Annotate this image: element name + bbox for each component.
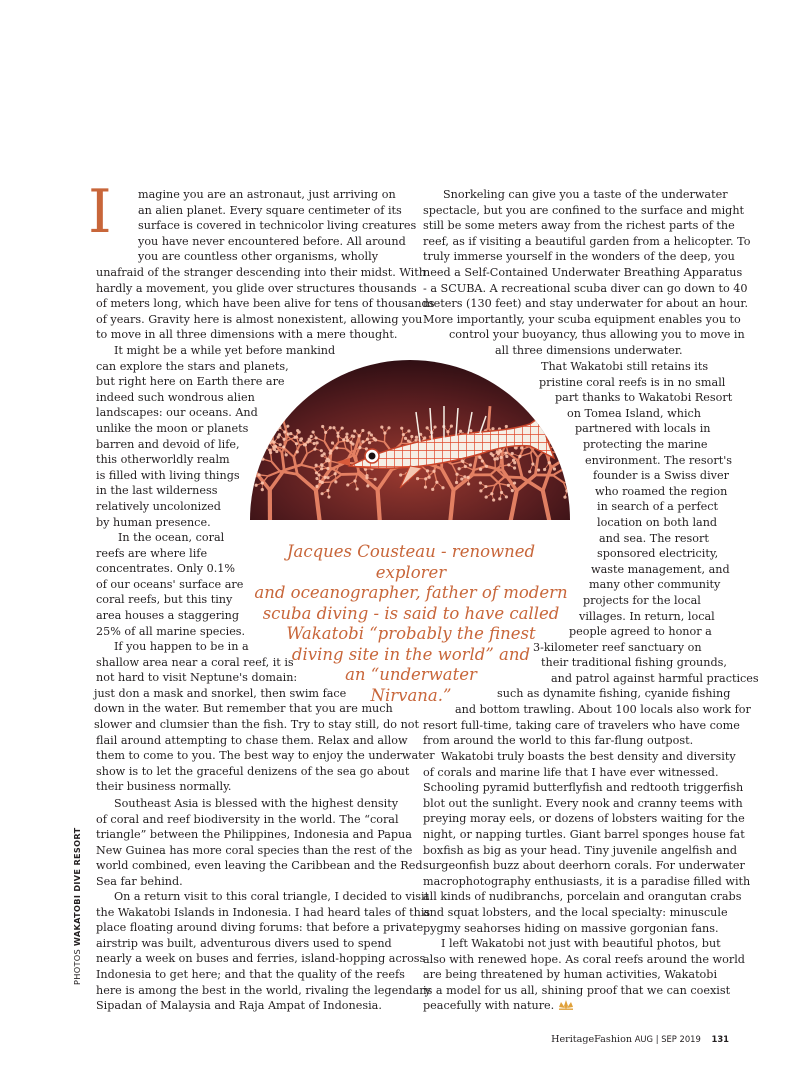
text-line: partnered with locals in: [575, 422, 711, 436]
text-line: to move in all three dimensions with a mere thought.: [96, 328, 398, 342]
text-line: you have never encountered before. All around: [138, 234, 406, 248]
text-line: is filled with living things: [96, 468, 240, 482]
text-line: from around the world to this far-flung outpost.: [423, 734, 694, 748]
text-line: but right here on Earth there are: [96, 375, 285, 389]
text-line: on Tomea Island, which: [567, 406, 701, 420]
text-line: can explore the stars and planets,: [96, 359, 289, 373]
text-line: this otherworldly realm: [96, 453, 230, 467]
text-line: all three dimensions underwater.: [495, 343, 683, 357]
text-line: are being threatened by human activities, Wakatobi: [423, 968, 718, 982]
text-line: New Guinea has more coral species than the rest of the: [96, 843, 413, 857]
paragraph-conclusion: [423, 936, 745, 1014]
paragraph-biodiversity: [423, 749, 750, 936]
text-line: area houses a staggering: [96, 608, 240, 622]
text-line: people agreed to honor a: [569, 625, 712, 639]
text-line: landscapes: our oceans. And: [96, 406, 258, 420]
text-line: environment. The resort's: [585, 453, 733, 467]
text-line: magine you are an astronaut, just arriving on: [138, 188, 396, 201]
text-line: On a return visit to this coral triangle, I decided to visit: [114, 890, 430, 903]
text-line: meters (130 feet) and stay underwater for about an hour.: [423, 297, 749, 311]
text-line: is a model for us all, shining proof that we can coexist: [423, 983, 731, 997]
text-line: villages. In return, local: [579, 609, 715, 623]
text-line: triangle” between the Philippines, Indonesia and Papua: [96, 828, 412, 842]
text-line: night, or napping turtles. Giant barrel sponges house fat: [423, 827, 745, 841]
text-line: part thanks to Wakatobi Resort: [555, 391, 733, 405]
text-line: in search of a perfect: [597, 500, 719, 514]
text-line: show is to let the graceful denizens of the sea go about: [96, 764, 410, 778]
pull-quote-line: diving site in the world” and: [291, 644, 531, 664]
text-line: their business normally.: [96, 780, 232, 794]
text-line: barren and devoid of life,: [96, 437, 240, 451]
text-line: you are countless other organisms, wholly: [138, 250, 379, 264]
text-line: also with renewed hope. As coral reefs around the world: [423, 952, 745, 966]
text-line: an alien planet. Every square centimeter of its: [138, 203, 402, 217]
text-line: spectacle, but you are confined to the surface and might: [423, 203, 745, 217]
photo-credit-label: PHOTOS: [72, 949, 82, 985]
text-line: reef, as if visiting a beautiful garden from a helicopter. To: [423, 234, 751, 248]
text-line: in the last wilderness: [96, 484, 218, 498]
text-line: their traditional fishing grounds,: [541, 656, 727, 670]
text-line: That Wakatobi still retains its: [541, 360, 709, 373]
pull-quote-line: and oceanographer, father of modern: [254, 583, 568, 602]
text-line: - a SCUBA. A recreational scuba diver can go down to 40: [423, 281, 748, 295]
pull-quote-line: an “underwater: [345, 665, 477, 684]
paragraph-southeast-asia: [96, 796, 423, 890]
text-line: boxfish as big as your head. Tiny juvenile angelfish and: [423, 843, 738, 857]
text-line: projects for the local: [583, 593, 701, 607]
drop-cap: I: [88, 177, 112, 247]
text-line: unlike the moon or planets: [96, 421, 249, 435]
text-line: founder is a Swiss diver: [593, 469, 729, 483]
text-line: and bottom trawling. About 100 locals also work for: [455, 703, 751, 717]
text-line: such as dynamite fishing, cyanide fishing: [497, 687, 731, 701]
text-line: preying moray eels, or dozens of lobsters waiting for the: [423, 812, 745, 826]
text-line: of meters long, which have been alive for tens of thousands: [96, 297, 435, 311]
photo-credit-source: WAKATOBI DIVE RESORT: [72, 827, 82, 947]
paragraph-snorkeling-scuba: [423, 187, 751, 359]
text-line: surgeonfish buzz about deerhorn corals. For underwater: [423, 859, 745, 873]
text-line: Snorkeling can give you a taste of the underwater: [443, 188, 728, 201]
text-line: slower and clumsier than the fish. Try to stay still, do not: [94, 717, 420, 731]
text-line: 3-kilometer reef sanctuary on: [533, 640, 702, 654]
text-line: flail around attempting to chase them. Relax and allow: [96, 733, 408, 747]
text-line: and patrol against harmful practices: [551, 671, 759, 685]
text-line: hardly a movement, you glide over structures thousands: [96, 281, 417, 295]
text-line: I left Wakatobi not just with beautiful photos, but: [441, 937, 721, 950]
pull-quote-line: Jacques Cousteau - renowned explorer: [286, 542, 536, 582]
text-line: protecting the marine: [583, 437, 708, 451]
longnose-hawkfish-photo: [250, 356, 570, 520]
text-line: and sea. The resort: [599, 531, 709, 545]
text-line: not hard to visit Neptune's domain:: [96, 671, 298, 685]
text-line: nearly a week on buses and ferries, island-hopping across: [96, 952, 426, 966]
text-line: Sipadan of Malaysia and Raja Ampat of Indonesia.: [96, 999, 382, 1013]
text-line: airstrip was built, adventurous divers used to spend: [96, 936, 392, 950]
text-line: It might be a while yet before mankind: [114, 344, 336, 357]
text-line: More importantly, your scuba equipment enables you to: [423, 312, 741, 326]
pull-quote-line: Wakatobi “probably the finest: [286, 624, 536, 643]
text-line: Wakatobi truly boasts the best density and diversity: [441, 750, 736, 763]
text-line: them to come to you. The best way to enjoy the underwater: [96, 749, 435, 763]
text-line: the Wakatobi Islands in Indonesia. I had heard tales of this: [96, 905, 431, 919]
text-line: by human presence.: [96, 515, 211, 529]
text-line: Southeast Asia is blessed with the highest density: [114, 797, 399, 810]
text-line: waste management, and: [591, 562, 730, 576]
text-line: down in the water. But remember that you are much: [94, 702, 393, 716]
text-line: surface is covered in technicolor living creatures: [138, 219, 417, 233]
pull-quote-line: scuba diving - is said to have called: [262, 603, 560, 623]
pull-quote: [250, 542, 572, 706]
text-line: Schooling pyramid butterflyfish and redtooth triggerfish: [423, 781, 744, 795]
text-line: concentrates. Only 0.1%: [96, 562, 236, 576]
text-line: relatively uncolonized: [96, 499, 221, 513]
page-footer: [551, 1034, 729, 1045]
text-line: coral reefs, but this tiny: [96, 593, 233, 607]
text-line: many other community: [589, 578, 721, 592]
issue-date: AUG | SEP 2019: [634, 1034, 701, 1044]
text-line: just don a mask and snorkel, then swim face: [94, 686, 347, 700]
text-line: control your buoyancy, thus allowing you to move in: [449, 328, 745, 342]
text-line: place floating around diving forums: that before a private: [96, 921, 424, 935]
text-line: here is among the best in the world, rivaling the legendary: [96, 983, 431, 997]
text-line: of years. Gravity here is almost nonexistent, allowing you: [96, 312, 423, 326]
text-line: blot out the sunlight. Every nook and cranny teems with: [423, 796, 743, 810]
text-line: If you happen to be in a: [114, 640, 249, 653]
text-line: peacefully with nature.: [423, 998, 745, 1014]
text-line: shallow area near a coral reef, it is: [96, 655, 294, 669]
text-line: sponsored electricity,: [597, 547, 719, 561]
text-line: of our oceans' surface are: [96, 577, 244, 591]
text-line: all kinds of nudibranchs, porcelain and orangutan crabs: [423, 890, 742, 904]
text-line: who roamed the region: [595, 484, 728, 498]
page-number: 131: [711, 1034, 729, 1044]
text-line: Indonesia to get here; and that the quality of the reefs: [96, 967, 405, 981]
paragraph-intro: [96, 187, 434, 343]
paragraph-coral-reefs: [96, 530, 245, 639]
pull-quote-line: Nirvana.”: [370, 685, 452, 705]
text-line: 25% of all marine species.: [96, 624, 246, 638]
text-line: pygmy seahorses hiding on massive gorgonian fans.: [423, 921, 719, 935]
text-line: still be some meters away from the richest parts of the: [423, 219, 735, 233]
text-line: location on both land: [597, 515, 718, 529]
lotus-icon: [558, 1000, 574, 1010]
text-line: world combined, even leaving the Caribbean and the Red: [96, 859, 423, 873]
text-line: truly immerse yourself in the wonders of the deep, you: [423, 250, 735, 264]
text-line: and squat lobsters, and the local specialty: minuscule: [423, 905, 728, 919]
text-line: resort full-time, taking care of travelers who have come: [423, 718, 740, 732]
text-line: In the ocean, coral: [118, 531, 225, 544]
text-line: reefs are where life: [96, 546, 208, 560]
text-line: pristine coral reefs is in no small: [539, 375, 726, 389]
paragraph-return-visit: [96, 889, 431, 1014]
text-line: unafraid of the stranger descending into their midst. With: [96, 265, 426, 279]
text-line: need a Self-Contained Underwater Breathing Apparatus: [423, 265, 743, 279]
text-line: indeed such wondrous alien: [96, 390, 255, 404]
text-line: Sea far behind.: [96, 874, 183, 888]
photo-credit: [72, 827, 82, 985]
magazine-name: HeritageFashion: [551, 1034, 633, 1045]
text-line: of coral and reef biodiversity in the world. The “coral: [96, 812, 399, 826]
text-line: of corals and marine life that I have ever witnessed.: [423, 765, 719, 779]
text-line: macrophotography enthusiasts, it is a paradise filled with: [423, 874, 751, 888]
